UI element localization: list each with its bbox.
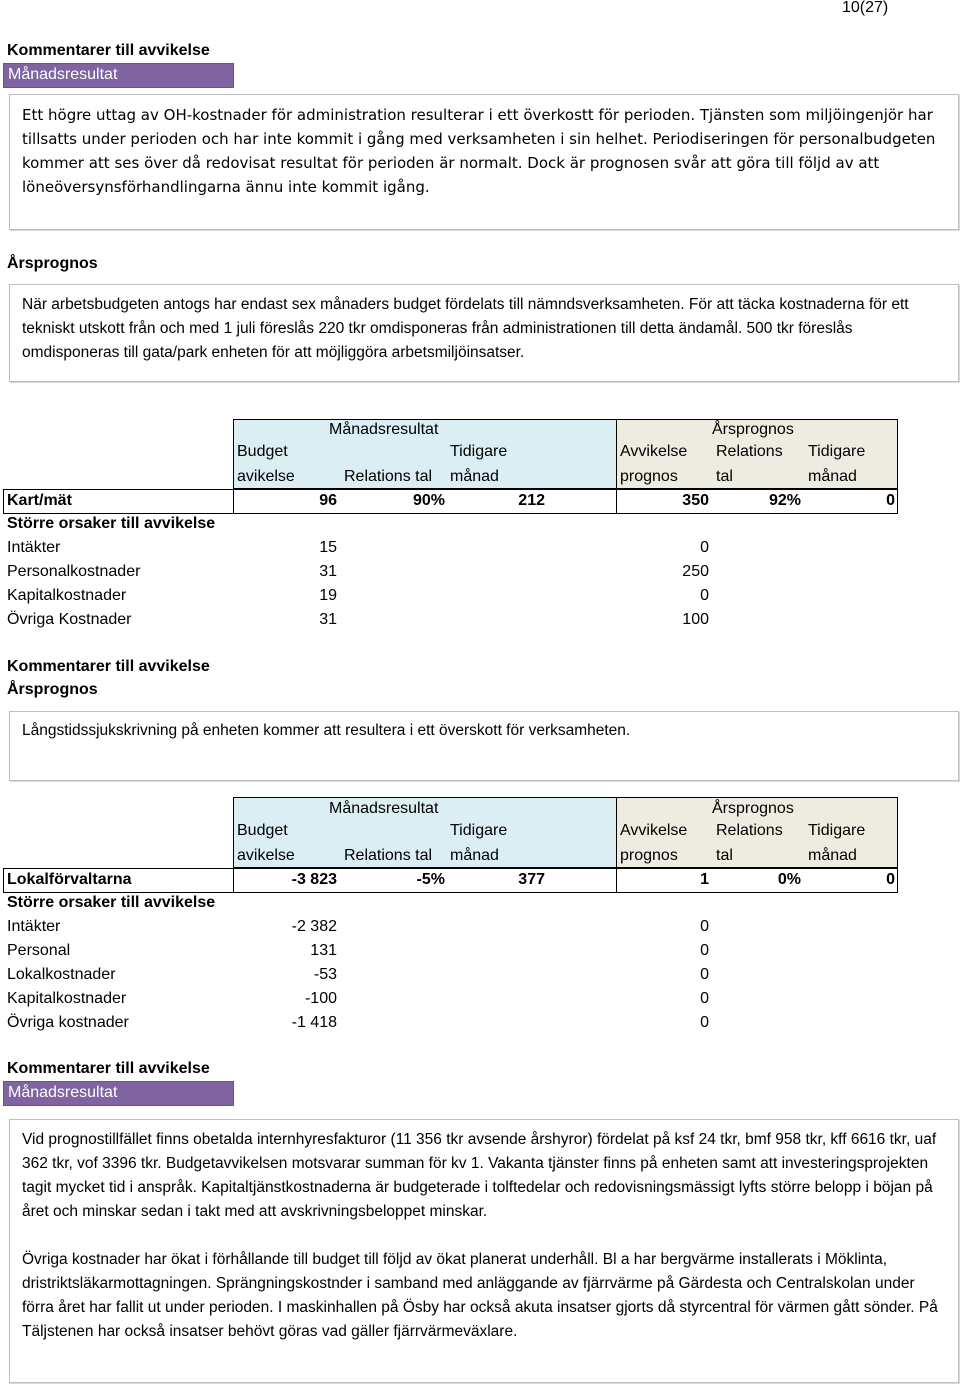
table1-header	[0, 419, 960, 489]
comment-text: Ett högre uttag av OH-kostnader för administration resulterar i ett överkostt för perioden. Tjänsten som miljöingenjör har tillsatts under perioden och har inte kommit i gång med verksamheten i sin helhet. Periodiseringen för personalbudgeten kommer att ses över då redovisat resultat för perioden är normalt. Dock är prognosen svår att göra till följd av att löneöversynsförhandlingarna ännu inte kommit igång.	[22, 106, 936, 196]
table-row	[0, 585, 960, 609]
table2-causes	[0, 916, 960, 1036]
comment-box	[9, 1119, 959, 1383]
cell-a: 31	[319, 611, 337, 628]
header-year-forecast: Årsprognos	[712, 800, 794, 817]
header-relations: Relations	[716, 822, 783, 839]
cell-b: 250	[682, 563, 709, 580]
row-label: Intäkter	[7, 918, 61, 935]
cell-ratio: -5%	[416, 871, 445, 888]
table-row	[0, 916, 960, 940]
header-month-result: Månadsresultat	[329, 800, 439, 817]
table-row	[0, 988, 960, 1012]
subtitle-year-forecast: Årsprognos	[7, 681, 98, 698]
header-relations-tal: Relations tal	[344, 468, 433, 485]
header-year-forecast: Årsprognos	[712, 421, 794, 438]
cell-forecast: 1	[700, 871, 709, 888]
header-month2: månad	[808, 847, 857, 864]
header-prev2: Tidigare	[808, 822, 866, 839]
cell-b: 0	[700, 966, 709, 983]
row-label: Lokalkostnader	[7, 966, 116, 983]
cell-budget-dev: 96	[319, 492, 337, 509]
cell-a: -1 418	[291, 1014, 337, 1031]
cell-b: 0	[700, 942, 709, 959]
causes-heading: Större orsaker till avvikelse	[7, 515, 216, 532]
cell-prev: 212	[518, 492, 545, 509]
header-avikelse: avikelse	[237, 468, 295, 485]
cell-b: 0	[700, 918, 709, 935]
row-label: Kart/mät	[7, 492, 72, 509]
comment-box	[9, 94, 959, 230]
cell-b: 0	[700, 587, 709, 604]
comment-text: Långstidssjukskrivning på enheten kommer att resultera i ett överskott för verksamheten.	[22, 722, 631, 739]
header-budget: Budget	[237, 443, 288, 460]
section-heading: Kommentarer till avvikelse	[7, 658, 210, 675]
table-row	[0, 964, 960, 988]
cell-prev2: 0	[886, 492, 895, 509]
header-tal: tal	[716, 847, 733, 864]
cell-prev2: 0	[886, 871, 895, 888]
table-row	[0, 537, 960, 561]
row-label: Övriga kostnader	[7, 1014, 129, 1031]
header-month: månad	[450, 468, 499, 485]
subtitle-month-result: Månadsresultat	[3, 1081, 234, 1106]
header-deviation: Avvikelse	[620, 443, 688, 460]
cell-forecast: 350	[682, 492, 709, 509]
subtitle-month-result: Månadsresultat	[3, 63, 234, 88]
section-heading: Kommentarer till avvikelse	[7, 1060, 210, 1077]
row-label: Personalkostnader	[7, 563, 141, 580]
table2-header	[0, 797, 960, 868]
cell-prev: 377	[518, 871, 545, 888]
cell-a: -53	[313, 966, 337, 983]
header-avikelse: avikelse	[237, 847, 295, 864]
cell-a: -100	[304, 990, 337, 1007]
table-row	[3, 868, 898, 893]
header-deviation: Avvikelse	[620, 822, 688, 839]
row-label: Övriga Kostnader	[7, 611, 132, 628]
cell-a: 19	[319, 587, 337, 604]
header-month: månad	[450, 847, 499, 864]
table-row	[0, 609, 960, 633]
comment-paragraph: Vid prognostillfället finns obetalda internhyresfakturor (11 356 tkr avsende årshyror) fördelat på ksf 24 tkr, bmf 958 tkr, kff 6616 tkr, uaf 362 tkr, vof 3396 tkr. Budgetavvikelsen motsvarar summan för kv 1. Vakanta tjänster finns på enheten samt att investeringsprojekten tagit mycket tid i anspråk. Kapitaltjänstkostnaderna är budgeterade i tolftedelar och redovisningsmässigt lyfts större belopp i böjan på året och minskar sedan i takt med att avskrivningsbeloppet minskar.	[22, 1131, 937, 1220]
cell-ratio2: 0%	[777, 871, 801, 888]
header-tal: tal	[716, 468, 733, 485]
row-label: Kapitalkostnader	[7, 587, 127, 604]
row-label: Lokalförvaltarna	[7, 871, 132, 888]
header-prognos: prognos	[620, 847, 678, 864]
causes-heading: Större orsaker till avvikelse	[7, 894, 216, 911]
header-prev: Tidigare	[450, 822, 508, 839]
subtitle-year-forecast: Årsprognos	[7, 255, 98, 272]
cell-budget-dev: -3 823	[291, 871, 337, 888]
table-row	[0, 561, 960, 585]
header-prev: Tidigare	[450, 443, 508, 460]
cell-b: 100	[682, 611, 709, 628]
cell-ratio: 90%	[412, 492, 445, 509]
forecast-box	[9, 284, 959, 382]
forecast-text: När arbetsbudgeten antogs har endast sex månaders budget fördelats till nämndsverksamheten. För att täcka kostnaderna för ett tekniskt utskott från och med 1 juli föreslås 220 tkr omdisponeras från administrationen till detta ändamål. 500 tkr föreslås omdisponeras till gata/park enheten för att möjliggöra arbetsmiljöinsatser.	[22, 296, 909, 361]
cell-b: 0	[700, 990, 709, 1007]
header-month2: månad	[808, 468, 857, 485]
header-prognos: prognos	[620, 468, 678, 485]
header-month-result: Månadsresultat	[329, 421, 439, 438]
cell-a: 31	[319, 563, 337, 580]
page-number: 10(27)	[842, 0, 889, 16]
header-prev2: Tidigare	[808, 443, 866, 460]
row-label: Kapitalkostnader	[7, 990, 127, 1007]
comment-box	[9, 711, 959, 781]
header-relations-tal: Relations tal	[344, 847, 433, 864]
cell-a: -2 382	[291, 918, 337, 935]
comment-paragraph: Övriga kostnader har ökat i förhållande till budget till följd av ökat planerat underhåll. Bl a har bergvärme installerats i Möklinta, dristriktsläkarmottagningen. Sprängningskostnder i samband med anläggande av fjärrvärme på Gärdesta och Centralskolan under förra året har fallit ut under perioden. I maskinhallen på Ösby har också akuta insatser gjorts då styrcentral för värmen gått sönder. På Täljstenen har också insatser behövt göras vad gäller fjärrvärmeväxlare.	[22, 1251, 938, 1340]
cell-a: 131	[310, 942, 337, 959]
header-budget: Budget	[237, 822, 288, 839]
cell-b: 0	[700, 539, 709, 556]
table-row	[3, 489, 898, 514]
section-heading: Kommentarer till avvikelse	[7, 42, 210, 59]
row-label: Personal	[7, 942, 71, 959]
cell-a: 15	[319, 539, 337, 556]
table1-causes	[0, 537, 960, 633]
cell-ratio2: 92%	[768, 492, 801, 509]
row-label: Intäkter	[7, 539, 61, 556]
cell-b: 0	[700, 1014, 709, 1031]
header-relations: Relations	[716, 443, 783, 460]
table-row	[0, 1012, 960, 1036]
table-row	[0, 940, 960, 964]
